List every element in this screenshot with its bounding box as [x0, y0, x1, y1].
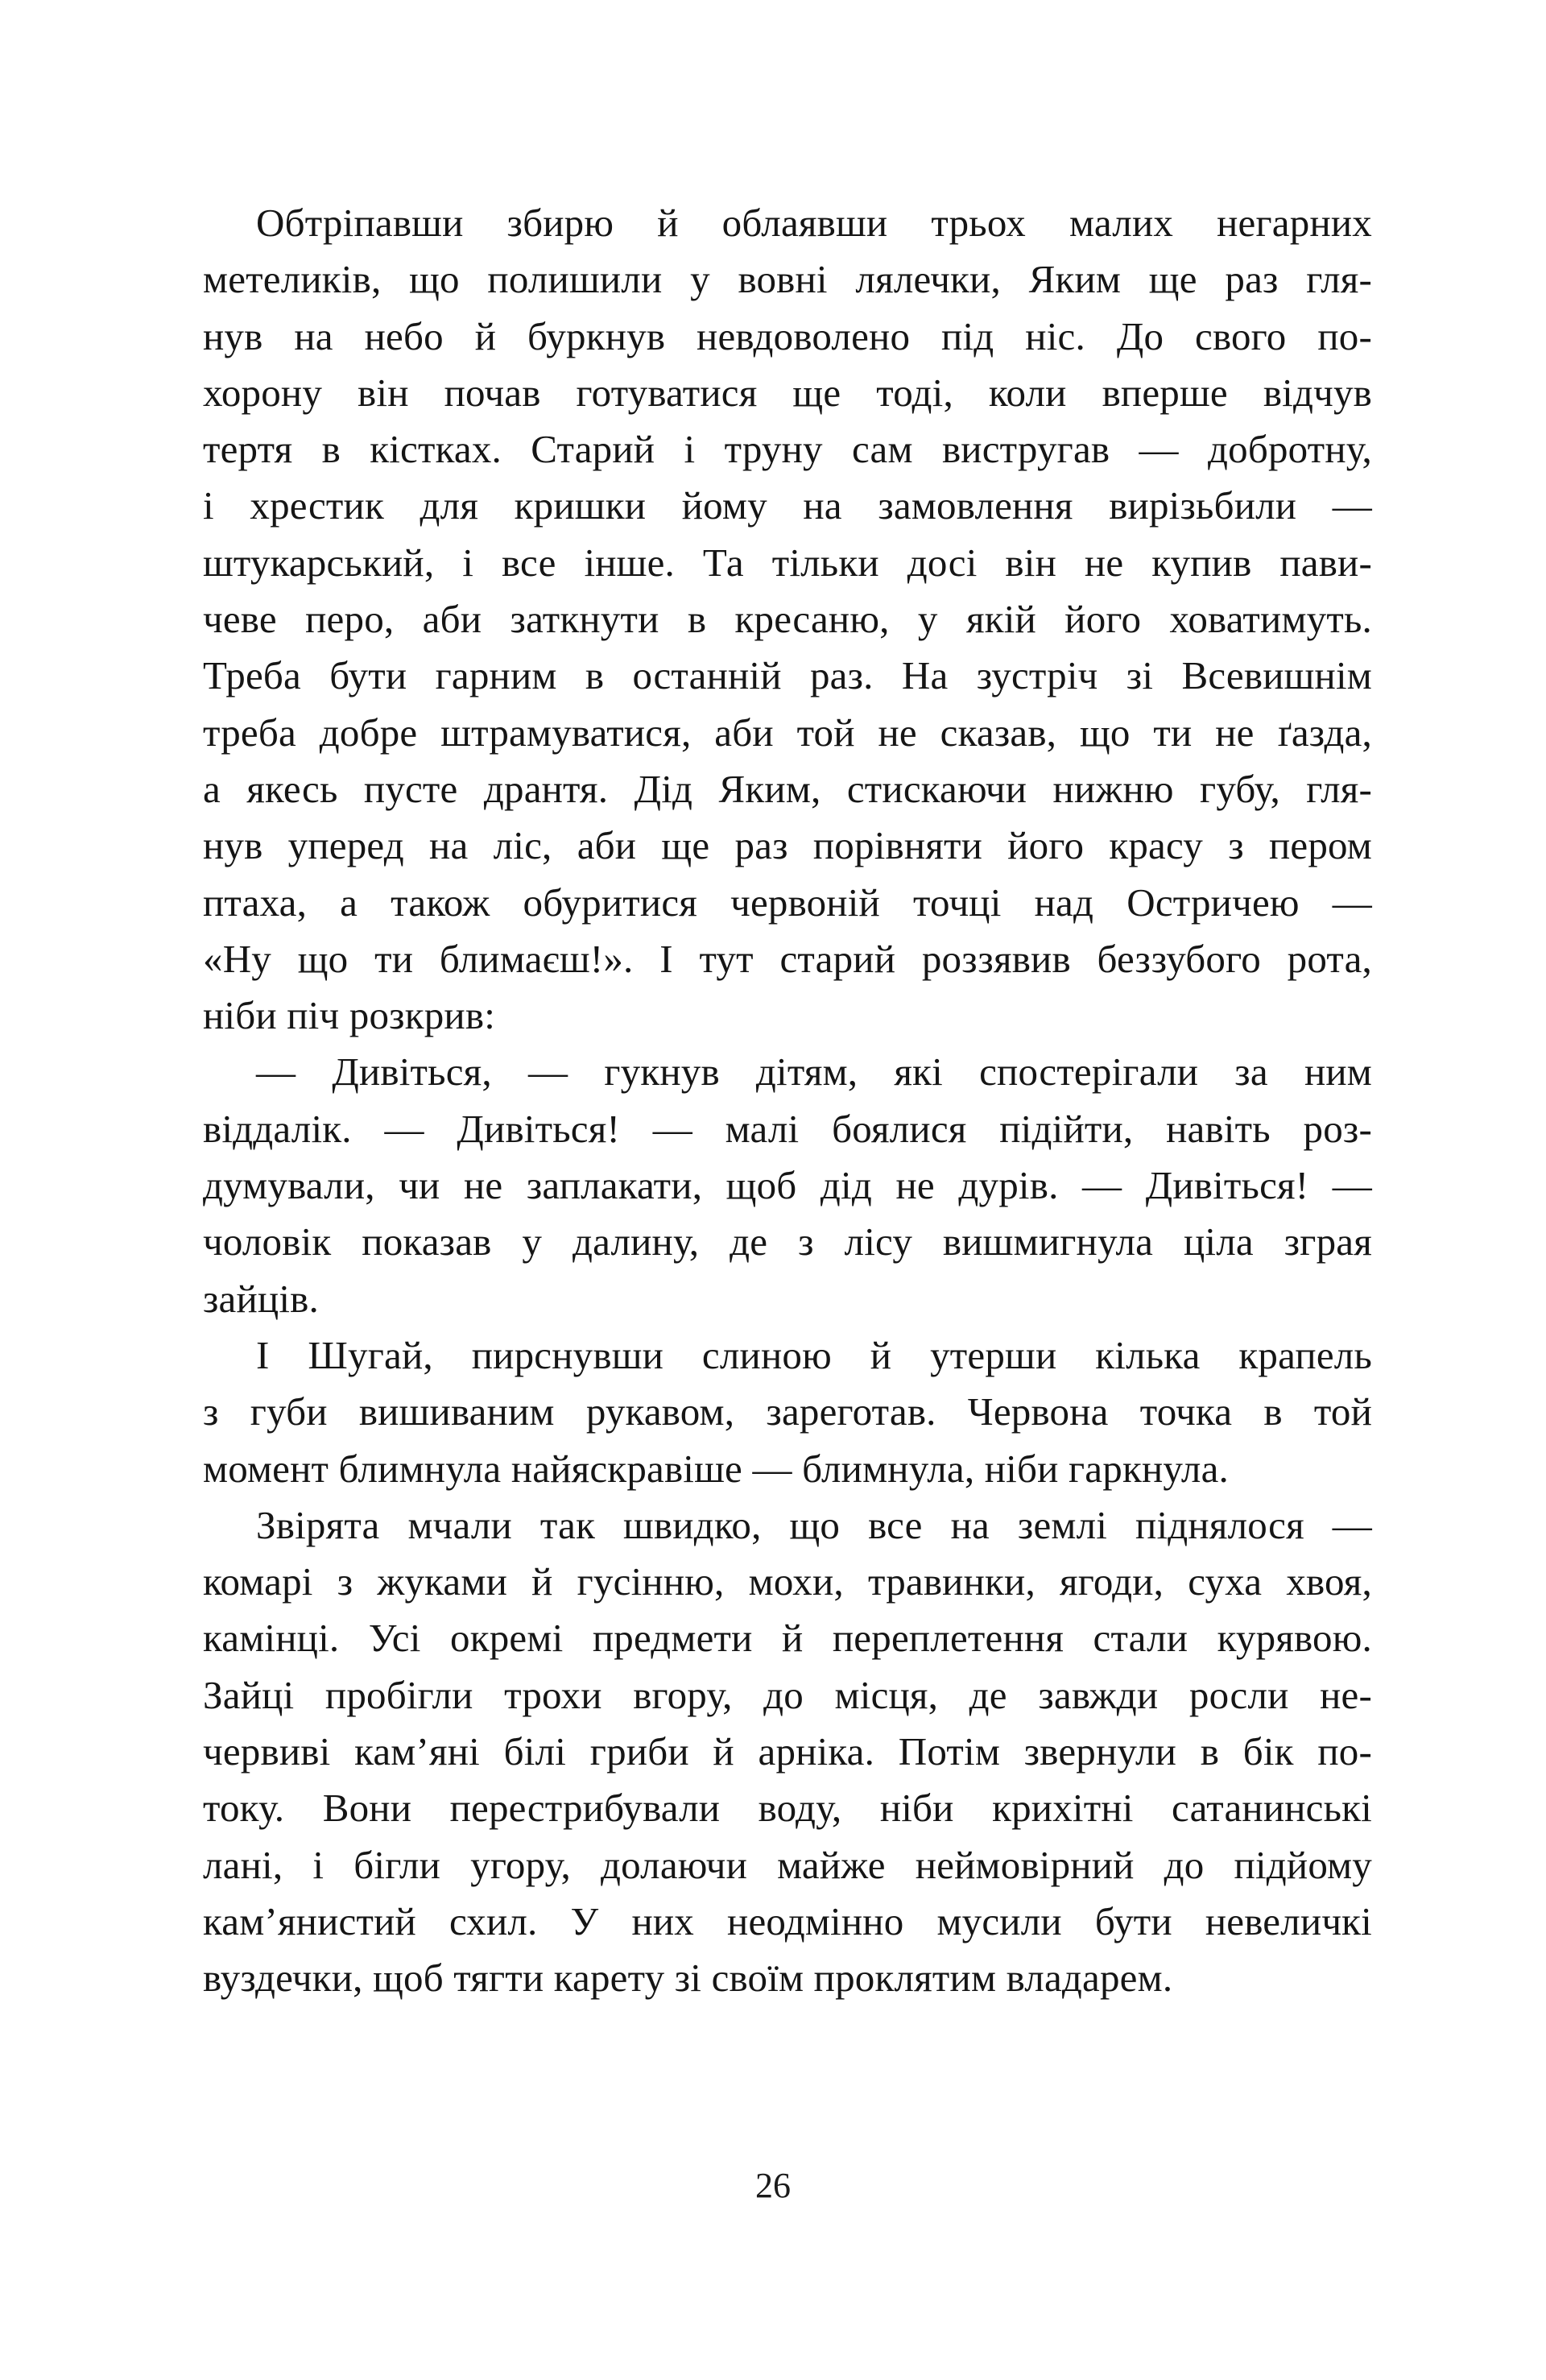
paragraph — [203, 1327, 1372, 1497]
text-line: — Дивіться, — гукнув дітям, які спостерігали за ним — [256, 1049, 1372, 1095]
text-line: вуздечки, щоб тягти карету зі своїм проклятим владарем. — [203, 1956, 1173, 2001]
text-line: треба добре штрамуватися, аби той не сказав, що ти не ґазда, — [203, 710, 1372, 755]
page-number: 26 — [755, 2166, 791, 2205]
text-line: ніби піч розкрив: — [203, 993, 496, 1038]
text-line: штукарський, і все інше. Та тільки досі він не купив пави- — [203, 540, 1372, 585]
text-line: чоловік показав у далину, де з лісу вишмигнула ціла зграя — [203, 1219, 1372, 1265]
text-line: момент блимнула найяскравіше — блимнула, ніби гаркнула. — [203, 1446, 1229, 1491]
text-line: нув на небо й буркнув невдоволено під ніс. До свого по- — [203, 313, 1372, 358]
paragraph — [203, 1497, 1372, 2007]
text-line: комарі з жуками й гусінню, мохи, травинки, ягоди, суха хвоя, — [203, 1559, 1372, 1604]
paragraph — [203, 1044, 1372, 1327]
text-line: зайців. — [203, 1276, 319, 1321]
text-line: віддалік. — Дивіться! — малі боялися підійти, навіть роз- — [203, 1106, 1372, 1151]
text-line: і хрестик для кришки йому на замовлення вирізьбили — — [203, 483, 1372, 528]
text-line: червиві кам’яні білі гриби й арніка. Потім звернули в бік по- — [203, 1729, 1372, 1774]
text-line: нув уперед на ліс, аби ще раз порівняти його красу з пером — [203, 823, 1372, 868]
text-line: Зайці пробігли трохи вгору, до місця, де завжди росли не- — [203, 1672, 1372, 1717]
text-line: кам’янистий схил. У них неодмінно мусили бути невеличкі — [203, 1898, 1372, 1943]
text-line: тертя в кістках. Старий і труну сам вистругав — добротну, — [203, 427, 1372, 472]
text-line: І Шугай, пирснувши слиною й утерши кілька крапель — [256, 1332, 1372, 1377]
text-line: хорону він почав готуватися ще тоді, коли вперше відчув — [203, 370, 1372, 415]
paragraph — [203, 195, 1372, 1044]
text-line: Треба бути гарним в останній раз. На зустріч зі Всевишнім — [203, 653, 1372, 698]
text-line: а якесь пусте дрантя. Дід Яким, стискаючи нижню губу, гля- — [203, 766, 1372, 811]
text-line: камінці. Усі окремі предмети й переплетення стали курявою. — [203, 1616, 1372, 1661]
text-line: Звірята мчали так швидко, що все на землі піднялося — — [256, 1502, 1372, 1547]
text-line: «Ну що ти блимаєш!». І тут старий роззявив беззубого рота, — [203, 936, 1372, 981]
text-line: метеликів, що полишили у вовні лялечки, Яким ще раз гля- — [203, 257, 1372, 302]
text-block — [203, 195, 1372, 2007]
text-line: току. Вони перестрибували воду, ніби крихітні сатанинські — [203, 1786, 1372, 1831]
text-line: чеве перо, аби заткнути в кресаню, у якій його ховатимуть. — [203, 597, 1372, 642]
text-line: з губи вишиваним рукавом, зареготав. Червона точка в той — [203, 1389, 1372, 1434]
text-line: птаха, а також обуритися червоній точці над Остричею — — [203, 880, 1372, 925]
text-line: лані, і бігли угору, долаючи майже неймовірний до підйому — [203, 1842, 1372, 1887]
text-line: думували, чи не заплакати, щоб дід не дурів. — Дивіться! — — [203, 1163, 1372, 1208]
text-line: Обтріпавши збирю й облаявши трьох малих негарних — [256, 201, 1372, 245]
